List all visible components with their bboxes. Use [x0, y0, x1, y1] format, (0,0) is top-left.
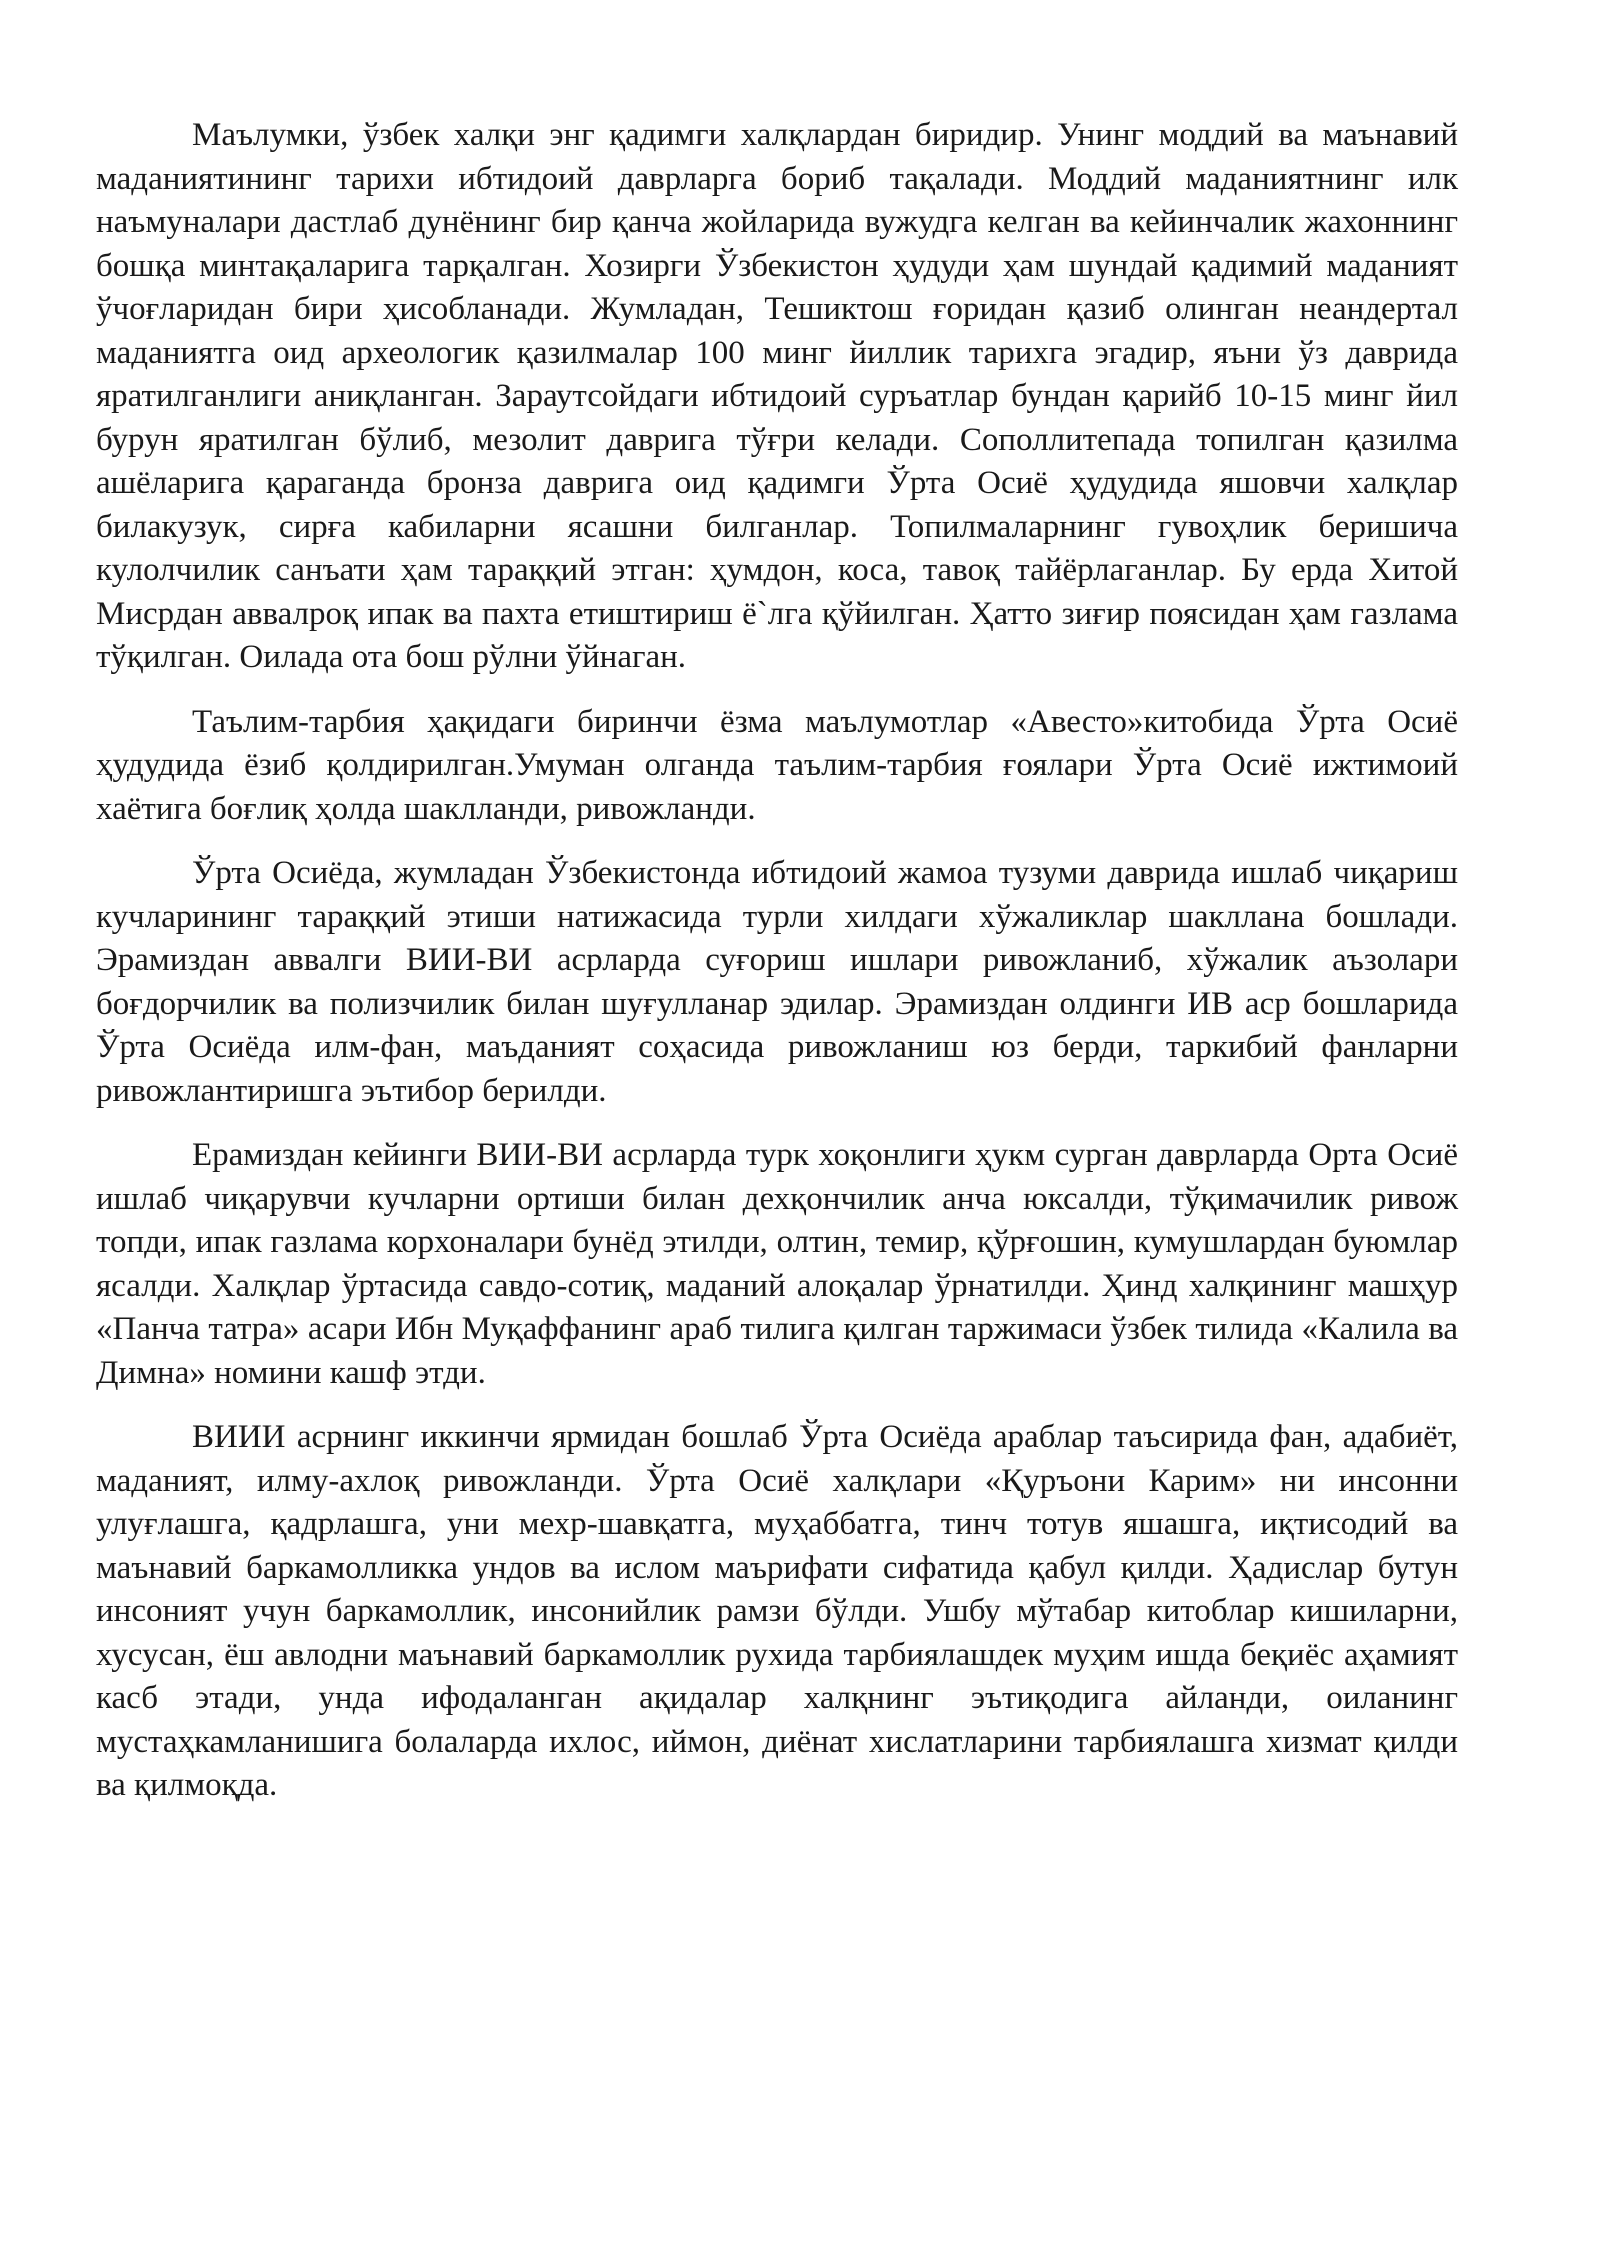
document-body: [96, 114, 1458, 1829]
paragraph-4: Ерамиздан кейинги ВИИ-ВИ асрларда турк хоқонлиги ҳукм сурган даврларда Орта Осиё ишлаб чиқарувчи кучларни ортиши билан дехқончилик анча юксалди, тўқимачилик ривож топди, ипак газлама корхоналари бунёд этилди, олтин, темир, қўрғошин, кумушлардан буюмлар ясалди. Халқлар ўртасида савдо-сотиқ, маданий алоқалар ўрнатилди. Ҳинд халқининг машҳур «Панча татра» асари Ибн Муқаффанинг араб тилига қилган таржимаси ўзбек тилида «Калила ва Димна» номини кашф этди.: [96, 1137, 1458, 1391]
paragraph-2: Таълим-тарбия ҳақидаги биринчи ёзма маълумотлар «Авесто»китобида Ўрта Осиё ҳудудида ёзиб қолдирилган.Умуман олганда таълим-тарбия ғоялари Ўрта Осиё ижтимоий хаётига боғлиқ ҳолда шаклланди, ривожланди.: [96, 703, 1458, 827]
paragraph-1: Маълумки, ўзбек халқи энг қадимги халқлардан биридир. Унинг моддий ва маънавий маданиятининг тарихи ибтидоий даврларга бориб тақалади. Моддий маданиятнинг илк наъмуналари дастлаб дунёнинг бир қанча жойларида вужудга келган ва кейинчалик жахоннинг бошқа минтақаларига тарқалган. Хозирги Ўзбекистон ҳудуди ҳам шундай қадимий маданият ўчоғларидан бири ҳисобланади. Жумладан, Тешиктош ғоридан қазиб олинган неандертал маданиятга оид археологик қазилмалар 100 минг йиллик тарихга эгадир, яъни ўз даврида яратилганлиги аниқланган. Зараутсойдаги ибтидоий суръатлар бундан қарийб 10-15 минг йил бурун яратилган бўлиб, мезолит даврига тўғри келади. Сополлитепада топилган қазилма ашёларига қараганда бронза даврига оид қадимги Ўрта Осиё ҳудудида яшовчи халқлар билакузук, сирға кабиларни ясашни билганлар. Топилмаларнинг гувоҳлик беришича кулолчилик санъати ҳам тараққий этган: ҳумдон, коса, тавоқ тайёрлаганлар. Бу ерда Хитой Мисрдан аввалроқ ипак ва пахта етиштириш ё`лга қўйилган. Ҳатто зиғир поясидан ҳам газлама тўқилган. Оилада ота бош рўлни ўйнаган.: [96, 117, 1458, 675]
paragraph-5: ВИИИ асрнинг иккинчи ярмидан бошлаб Ўрта Осиёда араблар таъсирида фан, адабиёт, маданият, илму-ахлоқ ривожланди. Ўрта Осиё халқлари «Қуръони Карим» ни инсонни улуғлашга, қадрлашга, уни мехр-шавқатга, муҳаббатга, тинч тотув яшашга, иқтисодий ва маънавий баркамолликка ундов ва ислом маърифати сифатида қабул қилди. Ҳадислар бутун инсоният учун баркамоллик, инсонийлик рамзи бўлди. Ушбу мўтабар китоблар кишиларни, хусусан, ёш авлодни маънавий баркамоллик рухида тарбиялашдек муҳим ишда беқиёс аҳамият касб этади, унда ифодаланган ақидалар халқнинг эътиқодига айланди, оиланинг мустаҳкамланишига болаларда ихлос, иймон, диёнат хислатларини тарбиялашга хизмат қилди ва қилмоқда.: [96, 1419, 1458, 1803]
paragraph-3: Ўрта Осиёда, жумладан Ўзбекистонда ибтидоий жамоа тузуми даврида ишлаб чиқариш кучларининг тараққий этиши натижасида турли хилдаги хўжаликлар шакллана бошлади. Эрамиздан аввалги ВИИ-ВИ асрларда суғориш ишлари ривожланиб, хўжалик аъзолари боғдорчилик ва полизчилик билан шуғулланар эдилар. Эрамиздан олдинги ИВ аср бошларида Ўрта Осиёда илм-фан, маъданият соҳасида ривожланиш юз берди, таркибий фанларни ривожлантиришга эътибор берилди.: [96, 855, 1458, 1109]
